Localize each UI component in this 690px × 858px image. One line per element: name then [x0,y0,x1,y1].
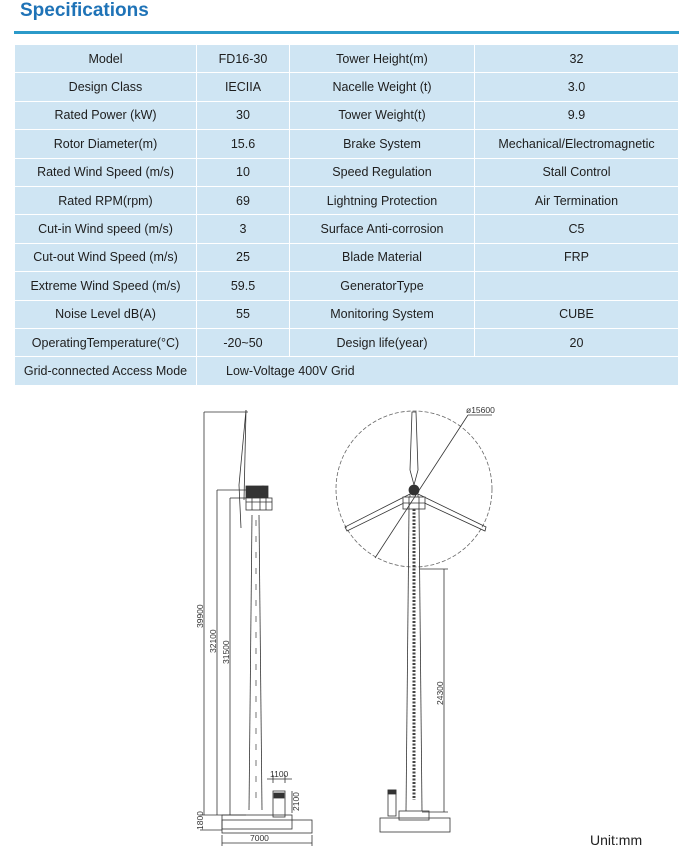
spec-value: 55 [197,300,290,328]
spec-row [15,158,679,186]
dim-label-rotor-diameter: ø15600 [466,405,495,415]
page-title: Specifications [20,0,149,21]
spec-row [15,101,679,129]
turbine-drawing [0,400,690,858]
dim-label-tower-section: 24300 [435,681,445,705]
spec-value: 30 [197,101,290,129]
spec-value: 20 [475,328,679,356]
spec-row-grid [15,357,679,385]
spec-row [15,186,679,214]
spec-value: 9.9 [475,101,679,129]
spec-row [15,130,679,158]
spec-value: 3.0 [475,73,679,101]
spec-label: Design Class [15,73,197,101]
spec-value: 10 [197,158,290,186]
dim-label-cabinet-height: 2100 [291,792,301,811]
tower-left-edge [249,515,252,810]
spec-row [15,300,679,328]
spec-label: Rated RPM(rpm) [15,186,197,214]
front-view [336,411,492,832]
tower-front-right [419,509,422,811]
spec-label: Tower Height(m) [290,45,475,73]
tower-right-edge [259,515,262,810]
spec-value: CUBE [475,300,679,328]
blade-2 [418,494,486,531]
spec-label: Model [15,45,197,73]
dim-label-hub: 32100 [208,629,218,653]
spec-label: Noise Level dB(A) [15,300,197,328]
unit-label: Unit:mm [590,832,643,848]
spec-label: Monitoring System [290,300,475,328]
spec-label: Brake System [290,130,475,158]
spec-label: Grid-connected Access Mode [15,357,197,385]
side-view [200,410,312,846]
spec-row [15,45,679,73]
spec-label: Nacelle Weight (t) [290,73,475,101]
dim-label-tower: 31500 [221,640,231,664]
specifications-table [14,44,679,386]
dim-label-foundation-width: 7000 [250,833,269,843]
spec-label: Rated Power (kW) [15,101,197,129]
title-divider [14,31,679,34]
spec-label: Surface Anti-corrosion [290,215,475,243]
hub [259,486,267,494]
nacelle-platform [246,498,272,510]
spec-label: Tower Weight(t) [290,101,475,129]
spec-row [15,73,679,101]
blade-1 [410,412,418,485]
spec-value: 32 [475,45,679,73]
spec-value: 15.6 [197,130,290,158]
dim-label-total: 39900 [195,604,205,628]
spec-value: FRP [475,243,679,271]
spec-label: Cut-in Wind speed (m/s) [15,215,197,243]
spec-value: 3 [197,215,290,243]
spec-value: 69 [197,186,290,214]
spec-value: IECIIA [197,73,290,101]
spec-label: Rotor Diameter(m) [15,130,197,158]
spec-row [15,328,679,356]
spec-label: OperatingTemperature(°C) [15,328,197,356]
spec-value: 25 [197,243,290,271]
tower-front-left [406,509,409,811]
spec-value: 59.5 [197,272,290,300]
spec-row [15,272,679,300]
spec-value: C5 [475,215,679,243]
spec-value: Stall Control [475,158,679,186]
hub-front [409,485,419,495]
spec-value: Air Termination [475,186,679,214]
spec-value [475,272,679,300]
spec-label: Design life(year) [290,328,475,356]
spec-row [15,243,679,271]
spec-label: Rated Wind Speed (m/s) [15,158,197,186]
spec-value: -20~50 [197,328,290,356]
foundation [222,820,312,833]
spec-label: Blade Material [290,243,475,271]
spec-label: GeneratorType [290,272,475,300]
spec-label: Cut-out Wind Speed (m/s) [15,243,197,271]
spec-value: FD16-30 [197,45,290,73]
spec-label: Extreme Wind Speed (m/s) [15,272,197,300]
spec-value: Low-Voltage 400V Grid [197,357,679,385]
dim-label-foundation: 1800 [195,811,205,830]
dim-rotor-diameter [375,415,468,558]
blade-3 [345,494,410,531]
spec-label: Lightning Protection [290,186,475,214]
spec-label: Speed Regulation [290,158,475,186]
dim-label-cabinet-width: 1100 [270,769,289,779]
spec-row [15,215,679,243]
spec-value: Mechanical/Electromagnetic [475,130,679,158]
